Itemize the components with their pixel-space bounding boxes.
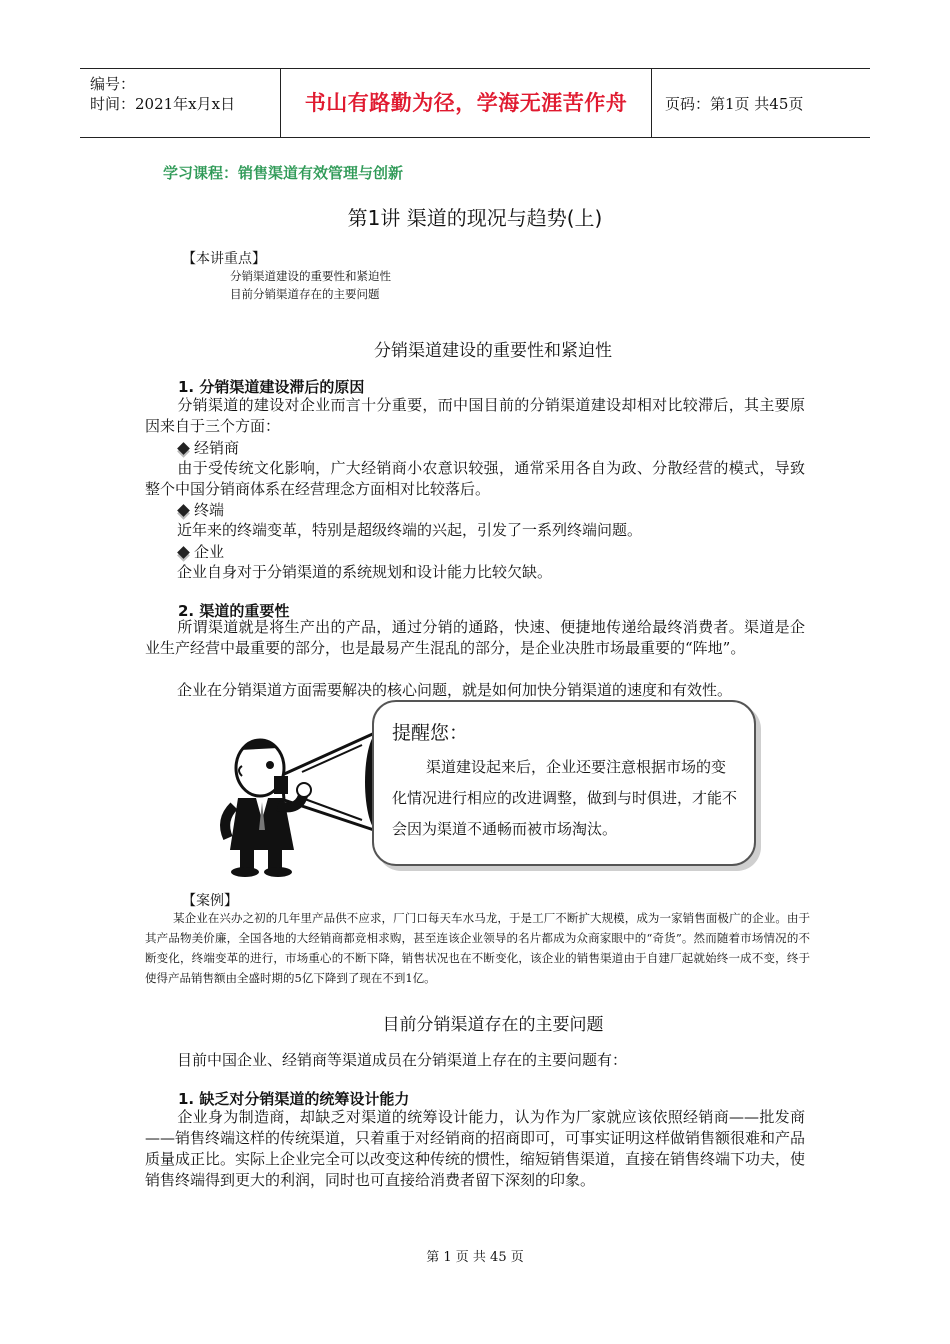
header-info-cell bbox=[80, 69, 281, 137]
paragraph: 企业身为制造商，却缺乏对渠道的统筹设计能力，认为作为厂家就应该依照经销商——批发商——销售终端这样的传统渠道，只着重于对经销商的招商即可，可事实证明这样做销售额很难和产品质量成正比。实际上企业完全可以改变这种传统的惯性，缩短销售渠道，直接在销售终端下功夫，使销售终端得到更大的利润，同时也可直接给消费者留下深刻的印象。 bbox=[145, 1108, 806, 1189]
lecture-title: 第1讲 渠道的现况与趋势(上) bbox=[347, 206, 603, 230]
number-label: 编号： bbox=[90, 75, 136, 93]
diamond-bullet-icon bbox=[177, 546, 190, 559]
bullet-item: 经销商 bbox=[175, 437, 239, 458]
key-points-heading: 【本讲重点】 bbox=[182, 251, 266, 267]
paragraph: 由于受传统文化影响，广大经销商小农意识较强，通常采用各自为政、分散经营的模式，导致整个中国分销商体系在经营理念方面相对比较落后。 bbox=[145, 459, 805, 498]
subsection-heading: 2. 渠道的重要性 bbox=[178, 602, 290, 620]
case-heading: 【案例】 bbox=[182, 893, 238, 909]
paragraph: 所谓渠道就是将生产出的产品，通过分销的通路，快速、便捷地传递给最终消费者。渠道是企业生产经营中最重要的部分，也是最易产生混乱的部分，是企业决胜市场最重要的“阵地”。 bbox=[145, 618, 805, 657]
paragraph: 企业在分销渠道方面需要解决的核心问题，就是如何加快分销渠道的速度和有效性。 bbox=[177, 681, 733, 699]
paragraph: 企业自身对于分销渠道的系统规划和设计能力比较欠缺。 bbox=[177, 563, 553, 581]
paragraph: 分销渠道的建设对企业而言十分重要，而中国目前的分销渠道建设却相对比较滞后，其主要原因来自于三个方面： bbox=[145, 396, 805, 435]
bullet-item: 终端 bbox=[175, 499, 224, 520]
reminder-title: 提醒您： bbox=[392, 722, 469, 744]
reminder-text: 渠道建设起来后，企业还要注意根据市场的变化情况进行相应的改进调整，做到与时俱进，才能不会因为渠道不通畅而被市场淘汰。 bbox=[392, 758, 738, 838]
page-header bbox=[80, 68, 870, 138]
page-label: 页码：第1页 共45页 bbox=[665, 95, 804, 113]
bullet-item: 企业 bbox=[175, 541, 224, 562]
section-title: 目前分销渠道存在的主要问题 bbox=[382, 1015, 604, 1035]
diamond-bullet-icon bbox=[177, 442, 190, 455]
course-title: 学习课程：销售渠道有效管理与创新 bbox=[163, 164, 404, 182]
page-footer: 第 1 页 共 45 页 bbox=[426, 1250, 524, 1265]
subsection-heading: 1. 缺乏对分销渠道的统筹设计能力 bbox=[178, 1090, 410, 1108]
section-title: 分销渠道建设的重要性和紧迫性 bbox=[374, 341, 612, 361]
diamond-bullet-icon bbox=[177, 504, 190, 517]
reminder-callout bbox=[372, 700, 756, 866]
key-point-item: 分销渠道建设的重要性和紧迫性 bbox=[230, 269, 391, 283]
case-text: 某企业在兴办之初的几年里产品供不应求，厂门口每天车水马龙，于是工厂不断扩大规模，成为一家销售面极广的企业。由于其产品物美价廉，全国各地的大经销商都竞相求购，甚至连该企业领导的名片都成为众商家眼中的“奇货”。然而随着市场情况的不断变化，终端变革的进行，市场重心的不断下降，销售状况也在不断变化，该企业的销售渠道由于自建厂起就始终一成不变，终于使得产品销售额由全盛时期的5亿下降到了现在不到1亿。 bbox=[145, 911, 810, 985]
paragraph: 近年来的终端变革，特别是超级终端的兴起，引发了一系列终端问题。 bbox=[177, 521, 643, 539]
paragraph: 目前中国企业、经销商等渠道成员在分销渠道上存在的主要问题有： bbox=[177, 1051, 628, 1069]
subsection-heading: 1. 分销渠道建设滞后的原因 bbox=[178, 378, 365, 396]
time-label: 时间：2021年x月x日 bbox=[90, 95, 236, 113]
motto: 书山有路勤为径，学海无涯苦作舟 bbox=[281, 69, 652, 137]
key-point-item: 目前分销渠道存在的主要问题 bbox=[230, 287, 380, 301]
